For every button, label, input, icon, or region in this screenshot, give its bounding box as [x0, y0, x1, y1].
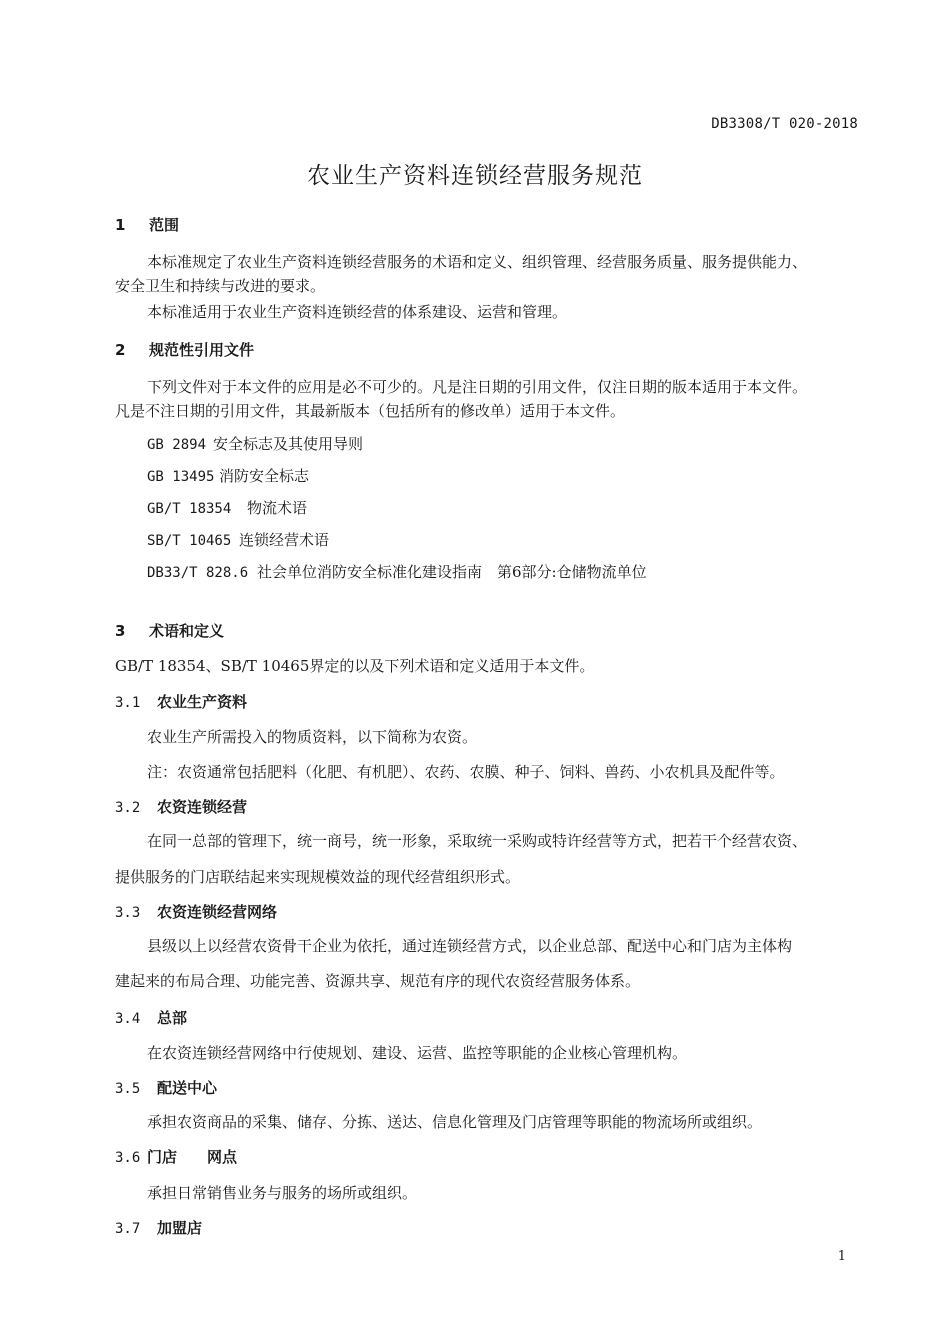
reference-title: 消防安全标志	[219, 467, 310, 485]
reference-code: DB33/T 828.6	[147, 565, 249, 581]
reference-code: GB/T 18354	[147, 501, 232, 517]
term-definition: 县级以上以经营农资骨干企业为依托，通过连锁经营方式，以企业总部、配送中心和门店为主体构	[147, 937, 793, 955]
reference-title: 社会单位消防安全标准化建设指南 第6部分:仓储物流单位	[257, 563, 647, 581]
term-number: 3.5	[115, 1081, 141, 1097]
term-heading	[115, 1007, 187, 1028]
term-title: 农资连锁经营网络	[157, 903, 278, 921]
term-title: 农业生产资料	[157, 693, 248, 711]
page-number: 1	[837, 1249, 846, 1264]
reference-title: 物流术语	[247, 499, 308, 517]
term-title: 总部	[157, 1009, 188, 1027]
term-definition: 在农资连锁经营网络中行使规划、建设、运营、监控等职能的企业核心管理机构。	[147, 1044, 688, 1062]
paragraph: 下列文件对于本文件的应用是必不可少的。凡是注日期的引用文件，仅注日期的版本适用于本文件。	[147, 378, 808, 396]
paragraph: 本标准适用于农业生产资料连锁经营的体系建设、运营和管理。	[147, 303, 568, 321]
term-heading	[115, 1146, 237, 1167]
section-number: 3	[115, 622, 126, 640]
term-heading	[115, 1077, 217, 1098]
reference-item	[147, 529, 329, 550]
reference-item	[147, 433, 363, 454]
term-definition: 提供服务的门店联结起来实现规模效益的现代经营组织形式。	[115, 868, 521, 886]
reference-code: GB 2894	[147, 437, 207, 453]
term-note: 注：农资通常包括肥料（化肥、有机肥）、农药、农膜、种子、饲料、兽药、小农机具及配件等。	[147, 763, 785, 781]
term-definition: 承担日常销售业务与服务的场所或组织。	[147, 1184, 418, 1202]
term-number: 3.1	[115, 695, 141, 711]
reference-title: 连锁经营术语	[239, 531, 330, 549]
term-heading	[115, 796, 247, 817]
term-number: 3.4	[115, 1011, 141, 1027]
term-title: 农资连锁经营	[157, 798, 248, 816]
term-title: 门店 网点	[147, 1148, 238, 1166]
paragraph: 安全卫生和持续与改进的要求。	[115, 277, 326, 295]
term-definition: 在同一总部的管理下，统一商号，统一形象，采取统一采购或特许经营等方式，把若干个经营农资、	[147, 832, 808, 850]
document-title: 农业生产资料连锁经营服务规范	[307, 163, 643, 189]
term-heading	[115, 1217, 202, 1238]
section-title: 术语和定义	[149, 622, 225, 640]
reference-item	[147, 497, 307, 518]
term-title: 配送中心	[157, 1079, 218, 1097]
section-title: 范围	[149, 216, 180, 234]
section-2-heading	[115, 339, 254, 360]
term-number: 3.7	[115, 1221, 141, 1237]
term-definition: 承担农资商品的采集、储存、分拣、送达、信息化管理及门店管理等职能的物流场所或组织。	[147, 1113, 763, 1131]
term-number: 3.2	[115, 800, 141, 816]
reference-item	[147, 465, 309, 486]
paragraph: 本标准规定了农业生产资料连锁经营服务的术语和定义、组织管理、经营服务质量、服务提供能力、	[147, 253, 808, 271]
document-number: DB3308/T 020-2018	[711, 116, 858, 132]
section-3-heading	[115, 620, 224, 641]
section-number: 1	[115, 216, 126, 234]
section-title: 规范性引用文件	[149, 341, 255, 359]
reference-code: GB 13495	[147, 469, 215, 485]
section-number: 2	[115, 341, 126, 359]
term-heading	[115, 901, 277, 922]
term-title: 加盟店	[157, 1219, 203, 1237]
term-heading	[115, 691, 247, 712]
term-definition: 建起来的布局合理、功能完善、资源共享、规范有序的现代农资经营服务体系。	[115, 972, 641, 990]
paragraph: GB/T 18354、SB/T 10465界定的以及下列术语和定义适用于本文件。	[115, 657, 595, 675]
paragraph: 凡是不注日期的引用文件，其最新版本（包括所有的修改单）适用于本文件。	[115, 402, 626, 420]
term-number: 3.6	[115, 1150, 141, 1166]
term-number: 3.3	[115, 905, 141, 921]
term-definition: 农业生产所需投入的物质资料，以下简称为农资。	[147, 728, 478, 746]
reference-item	[147, 561, 647, 582]
reference-code: SB/T 10465	[147, 533, 232, 549]
reference-title: 安全标志及其使用导则	[213, 435, 364, 453]
section-1-heading	[115, 214, 179, 235]
